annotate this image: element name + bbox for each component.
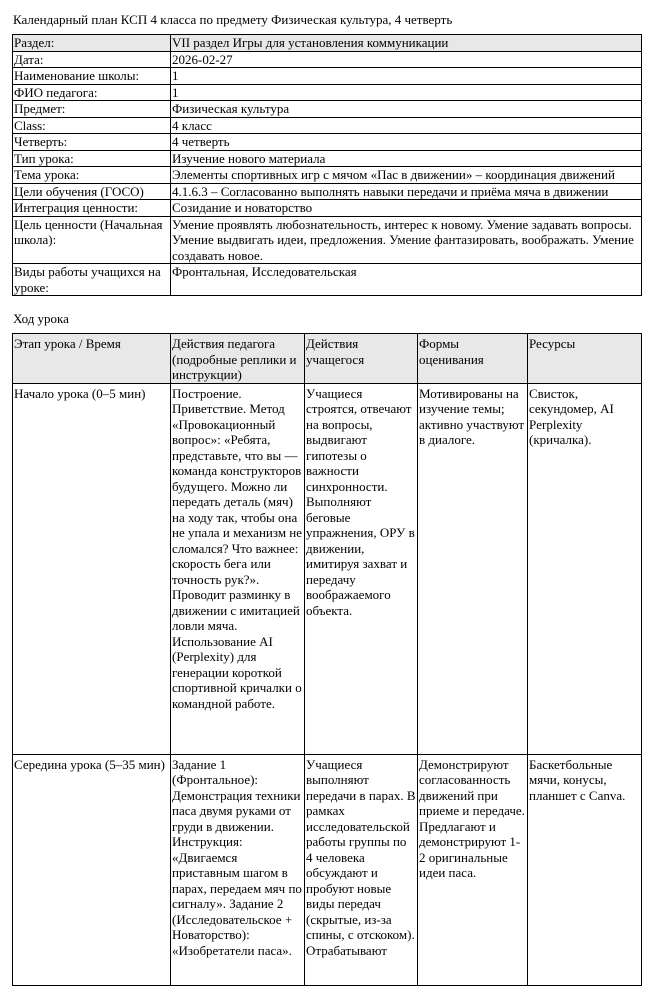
- column-header-teacher: Действия педагога (подробные реплики и инструкции): [171, 334, 305, 384]
- info-value: Фронтальная, Исследовательская: [171, 264, 642, 296]
- student-cell: Учащиеся выполняют передачи в парах. В рамках исследовательской работы группы по 4 человека обсуждают и пробуют новые виды передач (скрытые, из-за спины, с отскоком). Отрабатывают: [305, 754, 418, 985]
- info-label: Дата:: [13, 51, 171, 68]
- resources-cell: Баскетбольные мячи, конусы, планшет с Canva.: [528, 754, 642, 985]
- info-row-value-integration: [13, 200, 642, 217]
- info-row-school: [13, 68, 642, 85]
- info-value: Изучение нового материала: [171, 150, 642, 167]
- table-row: [13, 383, 642, 754]
- info-value: Созидание и новаторство: [171, 200, 642, 217]
- teacher-cell: Задание 1 (Фронтальное): Демонстрация техники паса двумя руками от груди в движении. Инструкция: «Двигаемся приставным шагом в парах, передаем мяч по сигналу». Задание 2 (Исследовательское + Новаторство): «Изобретатели паса».: [171, 754, 305, 985]
- info-row-date: [13, 51, 642, 68]
- info-row-class: [13, 117, 642, 134]
- info-row-value-goal: [13, 216, 642, 264]
- info-row-topic: [13, 167, 642, 184]
- stage-cell: Начало урока (0–5 мин): [13, 383, 171, 754]
- info-label: Цели обучения (ГОСО): [13, 183, 171, 200]
- info-value: 1: [171, 68, 642, 85]
- assessment-cell: Демонстрируют согласованность движений при приеме и передаче. Предлагают и демонстрируют 1-2 оригинальные идеи паса.: [418, 754, 528, 985]
- info-row-quarter: [13, 134, 642, 151]
- info-value: 4 четверть: [171, 134, 642, 151]
- lesson-progress-heading: Ход урока: [13, 311, 69, 326]
- column-header-stage: Этап урока / Время: [13, 334, 171, 384]
- info-label: Интеграция ценности:: [13, 200, 171, 217]
- info-row-teacher: [13, 84, 642, 101]
- student-cell: Учащиеся строятся, отвечают на вопросы, выдвигают гипотезы о важности синхронности. Выполняют беговые упражнения, ОРУ в движении, имитируя захват и передачу воображаемого объекта.: [305, 383, 418, 754]
- lesson-progress-table: [12, 333, 642, 986]
- info-label: Тема урока:: [13, 167, 171, 184]
- info-value: Умение проявлять любознательность, интерес к новому. Умение задавать вопросы. Умение выдвигать идеи, предложения. Умение фантазировать, воображать. Умение создавать новое.: [171, 216, 642, 264]
- stage-cell: Середина урока (5–35 мин): [13, 754, 171, 985]
- info-value: 2026-02-27: [171, 51, 642, 68]
- info-row-subject: [13, 101, 642, 118]
- info-label: Виды работы учащихся на уроке:: [13, 264, 171, 296]
- info-label: Наименование школы:: [13, 68, 171, 85]
- column-header-assessment: Формы оценивания: [418, 334, 528, 384]
- info-value: 1: [171, 84, 642, 101]
- document-title: Календарный план КСП 4 класса по предмету Физическая культура, 4 четверть: [13, 12, 453, 27]
- info-label: Раздел:: [13, 35, 171, 52]
- info-row-work-types: [13, 264, 642, 296]
- info-row-section: [13, 35, 642, 52]
- info-label: Тип урока:: [13, 150, 171, 167]
- info-value: 4 класс: [171, 117, 642, 134]
- teacher-cell: Построение. Приветствие. Метод «Провокационный вопрос»: «Ребята, представьте, что вы — команда конструкторов будущего. Можно ли передать деталь (мяч) на ходу так, чтобы она не упала и механизм не сломался? Что важнее: скорость бега или точность рук?». Проводит разминку в движении с имитацией ловли мяча. Использование AI (Perplexity) для генерации короткой спортивной кричалки о командной работе.: [171, 383, 305, 754]
- assessment-cell: Мотивированы на изучение темы; активно участвуют в диалоге.: [418, 383, 528, 754]
- info-label: Предмет:: [13, 101, 171, 118]
- info-row-learning-goals: [13, 183, 642, 200]
- column-header-student: Действия учащегося: [305, 334, 418, 384]
- info-label: Четверть:: [13, 134, 171, 151]
- info-label: ФИО педагога:: [13, 84, 171, 101]
- resources-cell: Свисток, секундомер, AI Perplexity (кричалка).: [528, 383, 642, 754]
- lesson-info-table: [12, 34, 642, 296]
- info-value: Физическая культура: [171, 101, 642, 118]
- info-row-lesson-type: [13, 150, 642, 167]
- table-header-row: [13, 334, 642, 384]
- table-row: [13, 754, 642, 985]
- info-label: Цель ценности (Начальная школа):: [13, 216, 171, 264]
- info-label: Class:: [13, 117, 171, 134]
- info-value: Элементы спортивных игр с мячом «Пас в движении» – координация движений: [171, 167, 642, 184]
- column-header-resources: Ресурсы: [528, 334, 642, 384]
- info-value: VII раздел Игры для установления коммуникации: [171, 35, 642, 52]
- info-value: 4.1.6.3 – Согласованно выполнять навыки передачи и приёма мяча в движении: [171, 183, 642, 200]
